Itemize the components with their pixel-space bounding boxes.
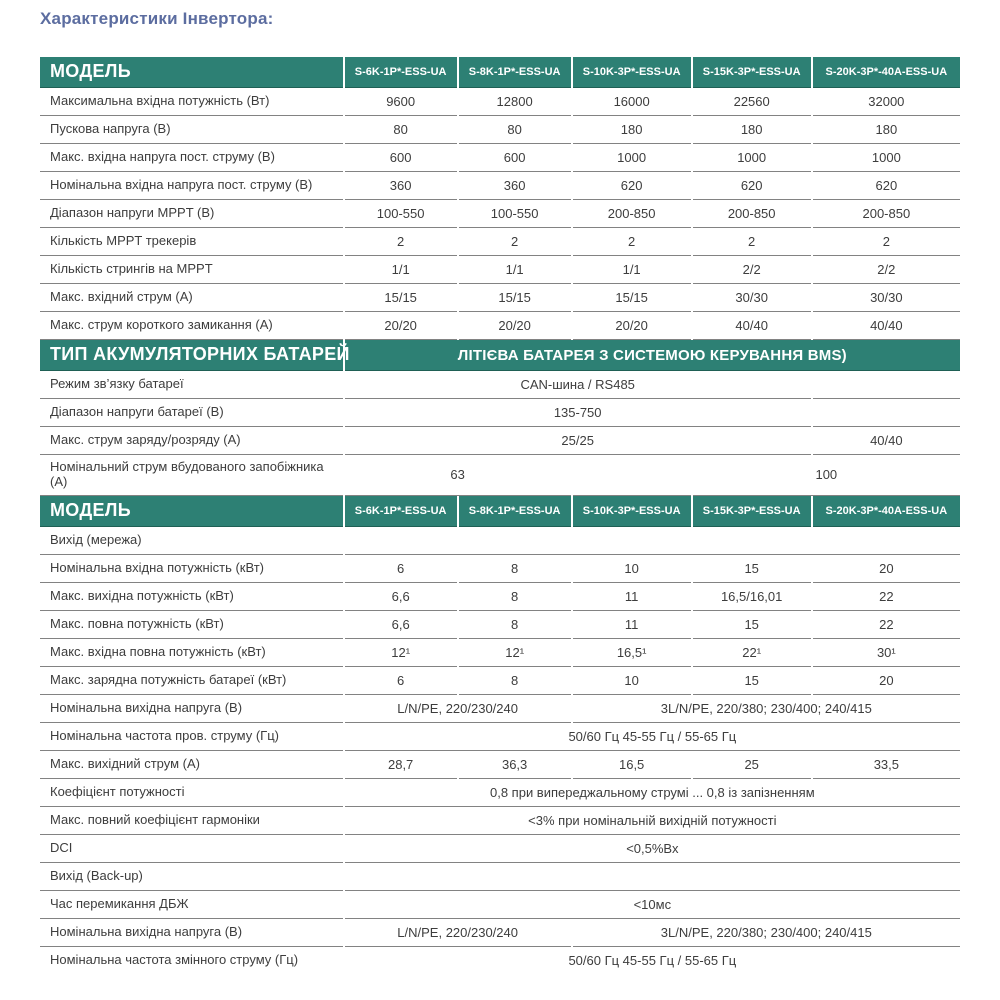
spec-value: 15/15	[459, 284, 571, 312]
spec-row	[40, 527, 960, 555]
spec-row	[40, 751, 960, 779]
spec-row-label: DCI	[40, 835, 343, 863]
spec-value: 20/20	[345, 312, 457, 340]
spec-value: 1000	[693, 144, 811, 172]
spec-value: 8	[459, 667, 571, 695]
spec-value: 15/15	[573, 284, 691, 312]
spec-value: 30¹	[813, 639, 960, 667]
spec-row-label: Макс. вхідний струм (А)	[40, 284, 343, 312]
spec-value: L/N/PE, 220/230/240	[345, 919, 571, 947]
spec-value: 12800	[459, 88, 571, 116]
spec-value: 6	[345, 555, 457, 583]
spec-row	[40, 639, 960, 667]
spec-value: 11	[573, 583, 691, 611]
spec-value: 40/40	[813, 427, 960, 455]
spec-value: 20	[813, 667, 960, 695]
spec-value: 620	[813, 172, 960, 200]
spec-row-label: Номінальна частота пров. струму (Гц)	[40, 723, 343, 751]
spec-value: 180	[573, 116, 691, 144]
spec-table-body	[40, 57, 960, 975]
spec-row-label: Номінальна вхідна напруга пост. струму (В)	[40, 172, 343, 200]
spec-value: 80	[459, 116, 571, 144]
spec-value: 180	[693, 116, 811, 144]
spec-row	[40, 555, 960, 583]
spec-row	[40, 88, 960, 116]
spec-row	[40, 695, 960, 723]
spec-row-label: Макс. зарядна потужність батареї (кВт)	[40, 667, 343, 695]
spec-value: 620	[573, 172, 691, 200]
spec-row	[40, 228, 960, 256]
spec-value: 1000	[813, 144, 960, 172]
spec-row-label: Номінальний струм вбудованого запобіжника (А)	[40, 455, 343, 496]
spec-row-label: Макс. повна потужність (кВт)	[40, 611, 343, 639]
spec-value: 100-550	[345, 200, 457, 228]
page-title: Характеристики Інвертора:	[40, 9, 274, 28]
section-header-value: ЛІТІЄВА БАТАРЕЯ З СИСТЕМОЮ КЕРУВАННЯ BMS)	[345, 340, 960, 371]
spec-value: L/N/PE, 220/230/240	[345, 695, 571, 723]
spec-row	[40, 807, 960, 835]
spec-value: 16,5¹	[573, 639, 691, 667]
spec-value: 6,6	[345, 611, 457, 639]
spec-value: 8	[459, 583, 571, 611]
section-header-band	[40, 57, 960, 88]
model-column-header: S-20K-3P*-40A-ESS-UA	[813, 57, 960, 88]
spec-row-label: Діапазон напруги MPPT (В)	[40, 200, 343, 228]
spec-value: 80	[345, 116, 457, 144]
spec-value: 36,3	[459, 751, 571, 779]
spec-row-label: Номінальна частота змінного струму (Гц)	[50, 952, 299, 968]
spec-value: 135-750	[345, 399, 811, 427]
spec-row	[40, 835, 960, 863]
spec-row	[40, 919, 960, 947]
spec-row	[40, 256, 960, 284]
spec-value: 10	[573, 555, 691, 583]
spec-value: 100-550	[459, 200, 571, 228]
spec-value: CAN-шина / RS485	[345, 371, 811, 399]
spec-value: 3L/N/PE, 220/380; 230/400; 240/415	[573, 695, 960, 723]
spec-value: 3L/N/PE, 220/380; 230/400; 240/415	[573, 919, 960, 947]
spec-value: 620	[693, 172, 811, 200]
spec-value: 25	[693, 751, 811, 779]
spec-row-label: Номінальна вихідна напруга (В)	[40, 919, 343, 947]
spec-value: 22	[813, 583, 960, 611]
spec-row-label: Режим зв’язку батареї	[40, 371, 343, 399]
spec-row	[40, 312, 960, 340]
inverter-spec-table	[38, 57, 962, 975]
spec-value: 30/30	[813, 284, 960, 312]
spec-value: 50/60 Гц 45-55 Гц / 55-65 Гц	[568, 953, 737, 969]
spec-row-label: Час перемикання ДБЖ	[40, 891, 343, 919]
spec-value: 600	[459, 144, 571, 172]
spec-row	[40, 667, 960, 695]
spec-row-label: Діапазон напруги батареї (В)	[40, 399, 343, 427]
spec-row	[40, 427, 960, 455]
spec-value: 40/40	[693, 312, 811, 340]
spec-value: 16,5	[573, 751, 691, 779]
spec-value: 15	[693, 555, 811, 583]
spec-value: 200-850	[693, 200, 811, 228]
spec-value: <0,5%Вх	[345, 835, 960, 863]
spec-value: 600	[345, 144, 457, 172]
spec-value	[345, 863, 960, 891]
spec-row	[40, 891, 960, 919]
spec-value: 15	[693, 611, 811, 639]
spec-row-label: Макс. струм короткого замикання (А)	[40, 312, 343, 340]
spec-row	[40, 455, 960, 496]
model-column-header: S-10K-3P*-ESS-UA	[573, 496, 691, 527]
spec-value: <10мс	[345, 891, 960, 919]
spec-value: 0,8 при випереджальному струмі ... 0,8 із запізненням	[345, 779, 960, 807]
spec-value: 1/1	[345, 256, 457, 284]
spec-row	[40, 779, 960, 807]
spec-row	[40, 863, 960, 891]
spec-value: 50/60 Гц 45-55 Гц / 55-65 Гц	[345, 723, 960, 751]
spec-value: 8	[459, 555, 571, 583]
spec-value: 1000	[573, 144, 691, 172]
spec-row-label: Номінальна вихідна напруга (В)	[40, 695, 343, 723]
spec-value: 200-850	[813, 200, 960, 228]
spec-row-label: Вихід (Back-up)	[40, 863, 343, 891]
spec-row-label: Макс. вихідний струм (А)	[40, 751, 343, 779]
spec-value: 11	[573, 611, 691, 639]
spec-value: 2	[459, 228, 571, 256]
spec-value: 22560	[693, 88, 811, 116]
spec-value: 360	[459, 172, 571, 200]
spec-value: 6,6	[345, 583, 457, 611]
spec-value: 32000	[813, 88, 960, 116]
section-header-band	[40, 496, 960, 527]
spec-value: 12¹	[459, 639, 571, 667]
spec-value: 1/1	[459, 256, 571, 284]
spec-value: 10	[573, 667, 691, 695]
spec-row-label: Кількість MPPT трекерів	[40, 228, 343, 256]
spec-value: 6	[345, 667, 457, 695]
spec-value: 63	[345, 455, 571, 496]
spec-value: 2/2	[813, 256, 960, 284]
spec-value: 2	[813, 228, 960, 256]
spec-value: 28,7	[345, 751, 457, 779]
spec-value: 40/40	[813, 312, 960, 340]
spec-value: 2	[693, 228, 811, 256]
spec-row	[40, 371, 960, 399]
spec-value: 100	[693, 455, 960, 496]
section-header-label: ТИП АКУМУЛЯТОРНИХ БАТАРЕЙ	[40, 340, 343, 371]
spec-value: 200-850	[573, 200, 691, 228]
section-header-label: МОДЕЛЬ	[40, 496, 343, 527]
spec-row	[40, 723, 960, 751]
spec-value: 20/20	[459, 312, 571, 340]
spec-row	[40, 611, 960, 639]
spec-value: 16,5/16,01	[693, 583, 811, 611]
model-column-header: S-10K-3P*-ESS-UA	[573, 57, 691, 88]
spec-value: 22¹	[693, 639, 811, 667]
spec-value: 30/30	[693, 284, 811, 312]
model-column-header: S-15K-3P*-ESS-UA	[693, 496, 811, 527]
spec-row-label: Макс. вихідна потужність (кВт)	[40, 583, 343, 611]
spec-value: 15/15	[345, 284, 457, 312]
spec-value: 12¹	[345, 639, 457, 667]
spec-value	[345, 527, 960, 555]
spec-value: 1/1	[573, 256, 691, 284]
model-column-header: S-8K-1P*-ESS-UA	[459, 57, 571, 88]
spec-row	[40, 399, 960, 427]
spec-row-label: Коефіцієнт потужності	[40, 779, 343, 807]
spec-value: 15	[693, 667, 811, 695]
model-column-header: S-6K-1P*-ESS-UA	[345, 57, 457, 88]
spec-value: 25/25	[345, 427, 811, 455]
spec-value: 9600	[345, 88, 457, 116]
spec-row-label: Максимальна вхідна потужність (Вт)	[40, 88, 343, 116]
spec-value: 16000	[573, 88, 691, 116]
spec-value	[813, 371, 960, 399]
spec-value: 2/2	[693, 256, 811, 284]
spec-value: 360	[345, 172, 457, 200]
spec-value: 22	[813, 611, 960, 639]
spec-row-label: Макс. вхідна напруга пост. струму (В)	[40, 144, 343, 172]
spec-row-label: Макс. повний коефіцієнт гармоніки	[40, 807, 343, 835]
spec-row	[40, 583, 960, 611]
spec-row-label: Вихід (мережа)	[40, 527, 343, 555]
spec-row	[40, 116, 960, 144]
spec-value: 33,5	[813, 751, 960, 779]
spec-row	[40, 200, 960, 228]
spec-row-label: Пускова напруга (В)	[40, 116, 343, 144]
spec-value: 2	[345, 228, 457, 256]
section-header-label: МОДЕЛЬ	[40, 57, 343, 88]
spec-row	[40, 284, 960, 312]
spec-value	[573, 455, 691, 496]
spec-row-label: Кількість стрингів на MPPT	[40, 256, 343, 284]
model-column-header: S-6K-1P*-ESS-UA	[345, 496, 457, 527]
spec-row	[40, 144, 960, 172]
spec-value: 8	[459, 611, 571, 639]
spec-row	[40, 172, 960, 200]
spec-row-label: Макс. вхідна повна потужність (кВт)	[40, 639, 343, 667]
spec-value: 20/20	[573, 312, 691, 340]
spec-value: 20	[813, 555, 960, 583]
spec-value	[813, 399, 960, 427]
spec-row-label: Макс. струм заряду/розряду (А)	[40, 427, 343, 455]
spec-row-label: Номінальна вхідна потужність (кВт)	[40, 555, 343, 583]
model-column-header: S-8K-1P*-ESS-UA	[459, 496, 571, 527]
spec-row	[40, 947, 960, 975]
model-column-header: S-20K-3P*-40A-ESS-UA	[813, 496, 960, 527]
section-header-band	[40, 340, 960, 371]
spec-value: 2	[573, 228, 691, 256]
spec-value: <3% при номінальній вихідній потужності	[345, 807, 960, 835]
model-column-header: S-15K-3P*-ESS-UA	[693, 57, 811, 88]
spec-value: 180	[813, 116, 960, 144]
